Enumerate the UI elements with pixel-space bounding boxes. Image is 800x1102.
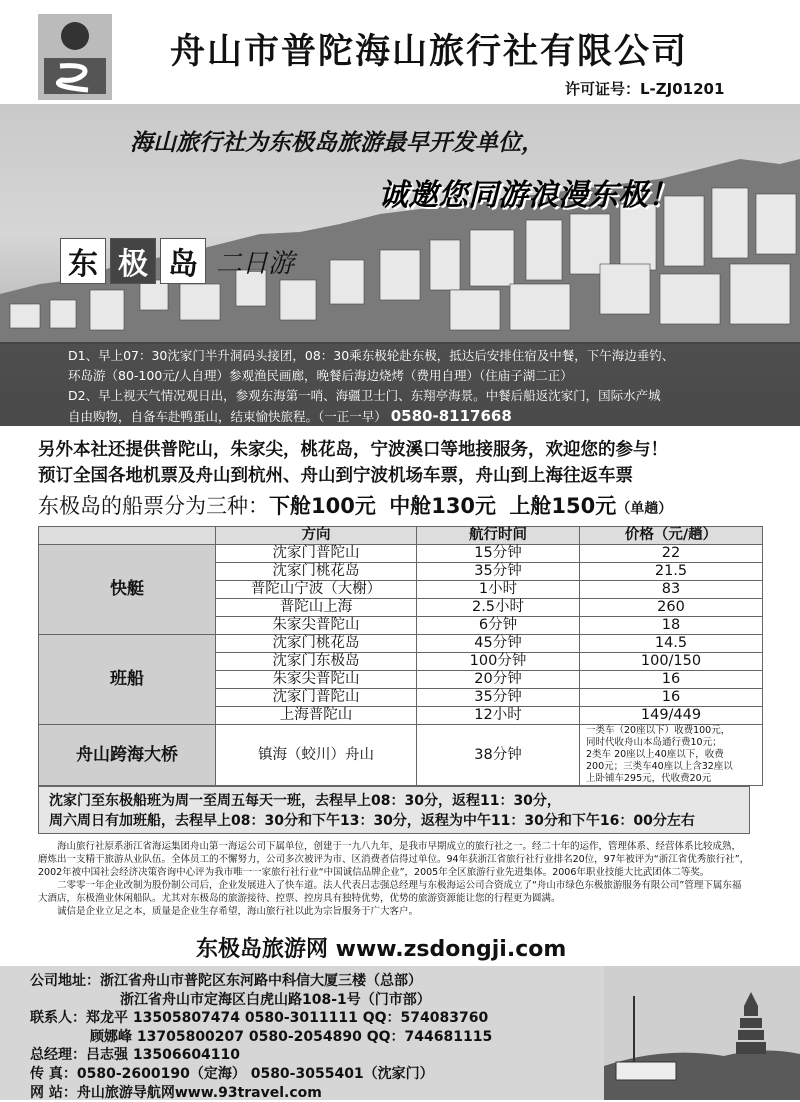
- category-ferry: 班船: [39, 635, 216, 725]
- address-hq: 浙江省舟山市普陀区东河路中科信大厦三楼（总部）: [100, 973, 422, 989]
- category-speedboat: 快艇: [39, 545, 216, 635]
- company-logo: [38, 14, 112, 100]
- table-cell: 沈家门东极岛: [216, 653, 417, 671]
- contact-person: 顾娜峰 13705800207 0580-2054890 QQ：744681115: [90, 1028, 493, 1045]
- fare-note: （单趟）: [616, 501, 673, 517]
- table-cell: 21.5: [580, 563, 763, 581]
- table-cell: 镇海（蛟川）舟山: [216, 725, 417, 786]
- table-cell: 上海普陀山: [216, 707, 417, 725]
- tour-duration: 二日游: [216, 248, 295, 279]
- col-price: 价格（元/趟）: [580, 527, 763, 545]
- ferry-schedule: 沈家门至东极船班为周一至周五每天一班，去程早上08：30分，返程11：30分， 周六周日有加班船，去程早上08：30分和下午13：30分，返程为中午11：30分和下午16：00分左右: [38, 786, 750, 834]
- itinerary-day1: D1、早上07：30沈家门半升洞码头接团，08：30乘东极轮赴东极，抵达后安排住宿及中餐，下午海边垂钓、: [68, 348, 675, 363]
- col-direction: 方向: [216, 527, 417, 545]
- table-header-row: [39, 527, 763, 545]
- table-cell: 100/150: [580, 653, 763, 671]
- table-cell: 沈家门桃花岛: [216, 635, 417, 653]
- table-cell: 普陀山上海: [216, 599, 417, 617]
- itinerary-day2: D2、早上视天气情况观日出，参观东海第一哨、海疆卫士门、东翔亭海景。中餐后船返沈家门，国际水产城: [68, 388, 661, 403]
- table-cell: 149/449: [580, 707, 763, 725]
- table-cell: 沈家门桃花岛: [216, 563, 417, 581]
- title-char: 东: [60, 238, 106, 284]
- fax-numbers: 0580-2600190（定海） 0580-3055401（沈家门）: [76, 1065, 434, 1082]
- services-line: 另外本社还提供普陀山，朱家尖，桃花岛，宁波溪口等地接服务，欢迎您的参与！: [38, 440, 668, 460]
- table-cell: 18: [580, 617, 763, 635]
- table-row: [39, 545, 763, 563]
- table-cell: 朱家尖普陀山: [216, 671, 417, 689]
- website-banner: 东极岛旅游网 www.zsdongji.com: [196, 937, 567, 962]
- company-intro: 海山旅行社原系浙江省海运集团舟山第一海运公司下属单位，创建于一九八九年，是我市早期成立的旅行社之一。经二十年的运作，管理体系、经营体系比较成熟，磨炼出一支精干旅游从业队伍。全体员工的不懈努力，公司多次被评为市、区消费者信得过单位。94年获浙江省旅行社行业排名20位，97年被评为“浙江省优秀旅行社”，2002年被中国社会经济决策咨询中心评为我市唯一一家旅行社行业“中国诚信品牌企业”，2005年全区旅游行业先进集体。2006年职业技能大比武团体二等奖。 二零零一年企业改制为股份制公司后，企业发展进入了快车道。法人代表吕志强总经理与东极海运公司合资成立了“舟山市绿色东极旅游服务有限公司”管理下属东福大酒店，东极渔业休闲船队。尤其对东极岛的旅游接待、控票、控房具有独特优势，优势的旅游资源能让您的行程更为圆满。 诚信是企业立足之本，质量是企业生存希望，海山旅行社以此为宗旨服务于广大客户。: [38, 841, 750, 917]
- table-cell: 45分钟: [417, 635, 580, 653]
- tour-title: [60, 232, 294, 290]
- itinerary-day1-cont: 环岛游（80-100元/人自理）参观渔民画廊，晚餐后海边烧烤（费用自理）（住庙子湖二正）: [68, 368, 573, 383]
- table-cell: 35分钟: [417, 689, 580, 707]
- general-manager: 吕志强 13506604110: [86, 1047, 241, 1064]
- table-cell: 12小时: [417, 707, 580, 725]
- transport-table: [38, 526, 763, 786]
- website-link: 舟山旅游导航网www.93travel.com: [76, 1084, 322, 1101]
- ferry-fare-summary: 东极岛的船票分为三种：下舱100元 中舱130元 上舱150元（单趟）: [38, 494, 673, 518]
- contact-person: 郑龙平 13505807474 0580-3011111 QQ：574083760: [86, 1010, 489, 1027]
- fare-middle: 中舱130元: [389, 494, 497, 518]
- table-cell: 16: [580, 671, 763, 689]
- table-cell: 朱家尖普陀山: [216, 617, 417, 635]
- slogan-invite: 诚邀您同游浪漫东极！: [378, 178, 678, 213]
- table-row: [39, 635, 763, 653]
- table-cell: 14.5: [580, 635, 763, 653]
- table-cell: 35分钟: [417, 563, 580, 581]
- tickets-line: 预订全国各地机票及舟山到杭州、舟山到宁波机场车票，舟山到上海往返车票: [38, 466, 633, 486]
- table-cell: 1小时: [417, 581, 580, 599]
- hero-banner: [0, 104, 800, 426]
- license-number: 许可证号：L-ZJ01201: [565, 80, 725, 98]
- table-cell: 20分钟: [417, 671, 580, 689]
- table-row: [39, 725, 763, 786]
- fare-upper: 上舱150元: [509, 494, 617, 518]
- fare-lower: 下舱100元: [269, 494, 376, 518]
- table-cell: 100分钟: [417, 653, 580, 671]
- itinerary-day2-cont: 自由购物，自备车赴鸭蛋山，结束愉快旅程。（一正一早） 0580-8117668: [68, 407, 512, 425]
- address-store: 浙江省舟山市定海区白虎山路108-1号（门市部）: [120, 991, 431, 1008]
- category-bridge: 舟山跨海大桥: [39, 725, 216, 786]
- slogan-primary: 海山旅行社为东极岛旅游最早开发单位，: [130, 130, 544, 156]
- table-cell: 83: [580, 581, 763, 599]
- table-cell: 16: [580, 689, 763, 707]
- table-cell: 2.5小时: [417, 599, 580, 617]
- table-cell: 普陀山宁波（大榭）: [216, 581, 417, 599]
- title-char: 极: [110, 238, 156, 284]
- contact-info: 公司地址：浙江省舟山市普陀区东河路中科信大厦三楼（总部） 浙江省舟山市定海区白虎山路108-1号（门市部） 联系人：郑龙平 13505807474 0580-3011111 QQ：574083760 顾娜峰 13705800207 0580-2054890 QQ：744681115 总经理：吕志强 13506604110 传 真：0580-2600190（定海） 0580-3055401（沈家门） 网 站：舟山旅游导航网www.93travel.com: [30, 973, 493, 1101]
- table-cell: 22: [580, 545, 763, 563]
- table-cell: 沈家门普陀山: [216, 689, 417, 707]
- table-cell: 6分钟: [417, 617, 580, 635]
- table-cell: 260: [580, 599, 763, 617]
- bridge-toll-note: 一类车（20座以下）收费100元， 同时代收舟山本岛通行费10元； 2类车 20座以上40座以下，收费 200元；三类车40座以上含32座以 上卧铺车295元，代收费20元: [580, 725, 763, 786]
- table-cell: 沈家门普陀山: [216, 545, 417, 563]
- booking-phone: 0580-8117668: [390, 407, 512, 425]
- pagoda-photo: [604, 966, 800, 1100]
- title-char: 岛: [160, 238, 206, 284]
- table-cell: 15分钟: [417, 545, 580, 563]
- company-name: 舟山市普陀海山旅行社有限公司: [170, 32, 689, 72]
- itinerary: [0, 342, 800, 426]
- col-time: 航行时间: [417, 527, 580, 545]
- table-cell: 38分钟: [417, 725, 580, 786]
